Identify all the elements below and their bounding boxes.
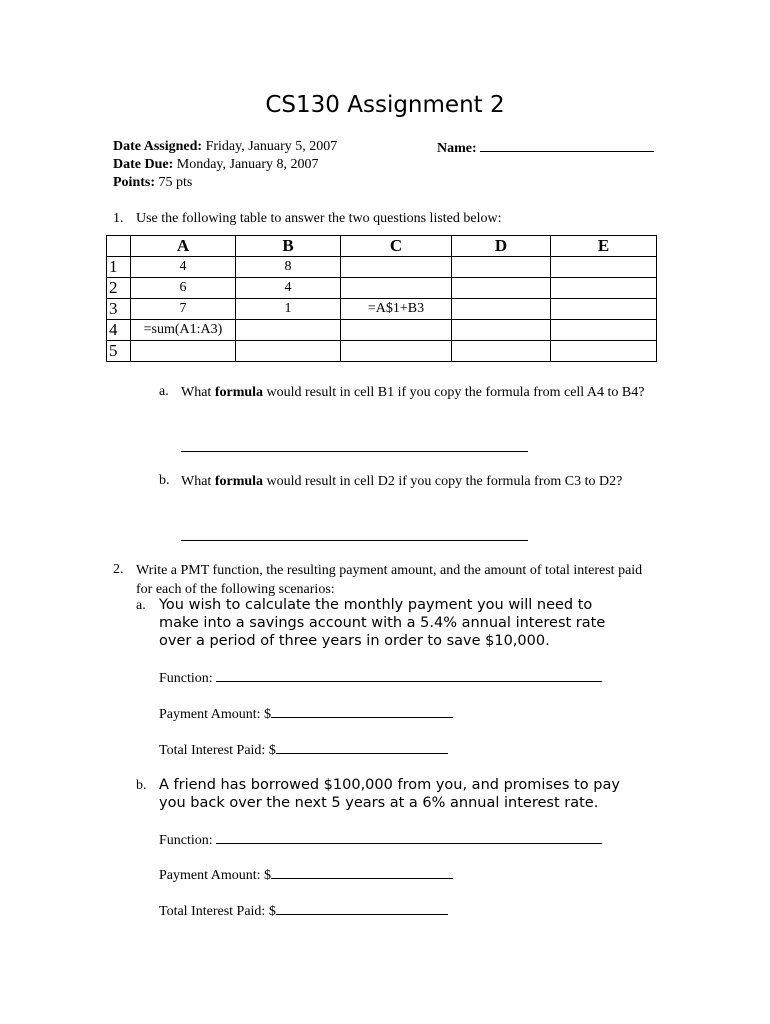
table-cell: =A$1+B3 bbox=[341, 299, 452, 320]
q1b-bold: formula bbox=[214, 474, 264, 489]
q1a-pre: What bbox=[181, 385, 215, 400]
row-header: 1 bbox=[107, 257, 131, 278]
table-corner-cell bbox=[107, 236, 131, 257]
table-cell: 6 bbox=[131, 278, 236, 299]
table-cell bbox=[341, 341, 452, 362]
table-cell bbox=[452, 257, 551, 278]
points-line bbox=[113, 175, 192, 191]
table-cell: 4 bbox=[236, 278, 341, 299]
q2b-function-label: Function: bbox=[159, 833, 213, 848]
q2-text: Write a PMT function, the resulting payment amount, and the amount of total interest paid for each of the following scenarios: bbox=[136, 563, 643, 597]
q1b-text bbox=[181, 472, 655, 491]
q2a-interest-field[interactable] bbox=[276, 741, 448, 754]
q1b-post: would result in cell D2 if you copy the formula from C3 to D2? bbox=[263, 474, 623, 489]
q2a-payment-field[interactable] bbox=[271, 705, 453, 718]
q1b-answer-line[interactable] bbox=[181, 540, 528, 541]
date-due-line bbox=[113, 157, 319, 173]
q2b-function-field[interactable] bbox=[216, 831, 602, 844]
q2b-function-line bbox=[159, 831, 602, 849]
points-label: Points: bbox=[113, 175, 155, 190]
q2b-payment-label: Payment Amount: $ bbox=[159, 868, 271, 883]
q2a-interest-line bbox=[159, 741, 448, 759]
table-cell bbox=[131, 341, 236, 362]
q2a-function-field[interactable] bbox=[216, 669, 602, 682]
q2-number: 2. bbox=[113, 562, 124, 577]
table-cell bbox=[341, 320, 452, 341]
table-row bbox=[107, 257, 657, 278]
q2b-letter: b. bbox=[136, 778, 147, 793]
date-due-label: Date Due: bbox=[113, 157, 174, 172]
q1-text: Use the following table to answer the two questions listed below: bbox=[136, 211, 502, 226]
table-cell bbox=[452, 299, 551, 320]
table-cell bbox=[341, 257, 452, 278]
table-cell bbox=[551, 278, 657, 299]
q2a-interest-label: Total Interest Paid: $ bbox=[159, 743, 276, 758]
table-cell: 7 bbox=[131, 299, 236, 320]
spreadsheet-table bbox=[106, 235, 657, 362]
date-assigned-line bbox=[113, 139, 337, 155]
table-header-row bbox=[107, 236, 657, 257]
table-cell bbox=[551, 257, 657, 278]
q2b-payment-field[interactable] bbox=[271, 866, 453, 879]
page-title: CS130 Assignment 2 bbox=[265, 92, 505, 118]
column-header-d: D bbox=[452, 236, 551, 257]
table-cell bbox=[452, 278, 551, 299]
table-row bbox=[107, 341, 657, 362]
column-header-e: E bbox=[551, 236, 657, 257]
table-cell bbox=[551, 299, 657, 320]
column-header-b: B bbox=[236, 236, 341, 257]
row-header: 5 bbox=[107, 341, 131, 362]
table-cell bbox=[236, 341, 341, 362]
row-header: 3 bbox=[107, 299, 131, 320]
q1b-letter: b. bbox=[159, 473, 170, 488]
q2a-letter: a. bbox=[136, 598, 146, 613]
table-cell bbox=[452, 320, 551, 341]
table-cell bbox=[551, 320, 657, 341]
table-cell bbox=[452, 341, 551, 362]
q2a-function-line bbox=[159, 669, 602, 687]
table-cell bbox=[341, 278, 452, 299]
q2b-text: A friend has borrowed $100,000 from you, and promises to pay you back over the next 5 years at a 6% annual interest rate. bbox=[159, 777, 620, 811]
row-header: 2 bbox=[107, 278, 131, 299]
date-due-value: Monday, January 8, 2007 bbox=[176, 157, 319, 172]
name-label: Name: bbox=[437, 141, 477, 156]
points-value: 75 pts bbox=[158, 175, 193, 190]
table-row bbox=[107, 320, 657, 341]
q1a-answer-line[interactable] bbox=[181, 451, 528, 452]
row-header: 4 bbox=[107, 320, 131, 341]
table-cell bbox=[551, 341, 657, 362]
table-cell: 1 bbox=[236, 299, 341, 320]
q2a-payment-label: Payment Amount: $ bbox=[159, 707, 271, 722]
table-cell: 4 bbox=[131, 257, 236, 278]
table-cell bbox=[236, 320, 341, 341]
table-row bbox=[107, 278, 657, 299]
q1-number: 1. bbox=[113, 211, 124, 226]
q2b-interest-line bbox=[159, 902, 448, 920]
date-assigned-value: Friday, January 5, 2007 bbox=[205, 139, 338, 154]
q2b-interest-field[interactable] bbox=[276, 902, 448, 915]
column-header-c: C bbox=[341, 236, 452, 257]
table-cell: =sum(A1:A3) bbox=[131, 320, 236, 341]
q1a-letter: a. bbox=[159, 384, 169, 399]
q2b-payment-line bbox=[159, 866, 453, 884]
name-field[interactable] bbox=[480, 139, 654, 152]
date-assigned-label: Date Assigned: bbox=[113, 139, 203, 154]
q2a-payment-line bbox=[159, 705, 453, 723]
q1a-bold: formula bbox=[214, 385, 264, 400]
q1a-post: would result in cell B1 if you copy the formula from cell A4 to B4? bbox=[263, 385, 645, 400]
table-cell: 8 bbox=[236, 257, 341, 278]
q1b-pre: What bbox=[181, 474, 215, 489]
q1a-text bbox=[181, 383, 655, 402]
column-header-a: A bbox=[131, 236, 236, 257]
q2a-function-label: Function: bbox=[159, 671, 213, 686]
name-line bbox=[437, 139, 654, 157]
table-row bbox=[107, 299, 657, 320]
q2b-interest-label: Total Interest Paid: $ bbox=[159, 904, 276, 919]
q2a-text: You wish to calculate the monthly payment you will need to make into a savings account with a 5.4% annual interest rate over a period of three years in order to save $10,000. bbox=[159, 597, 606, 649]
